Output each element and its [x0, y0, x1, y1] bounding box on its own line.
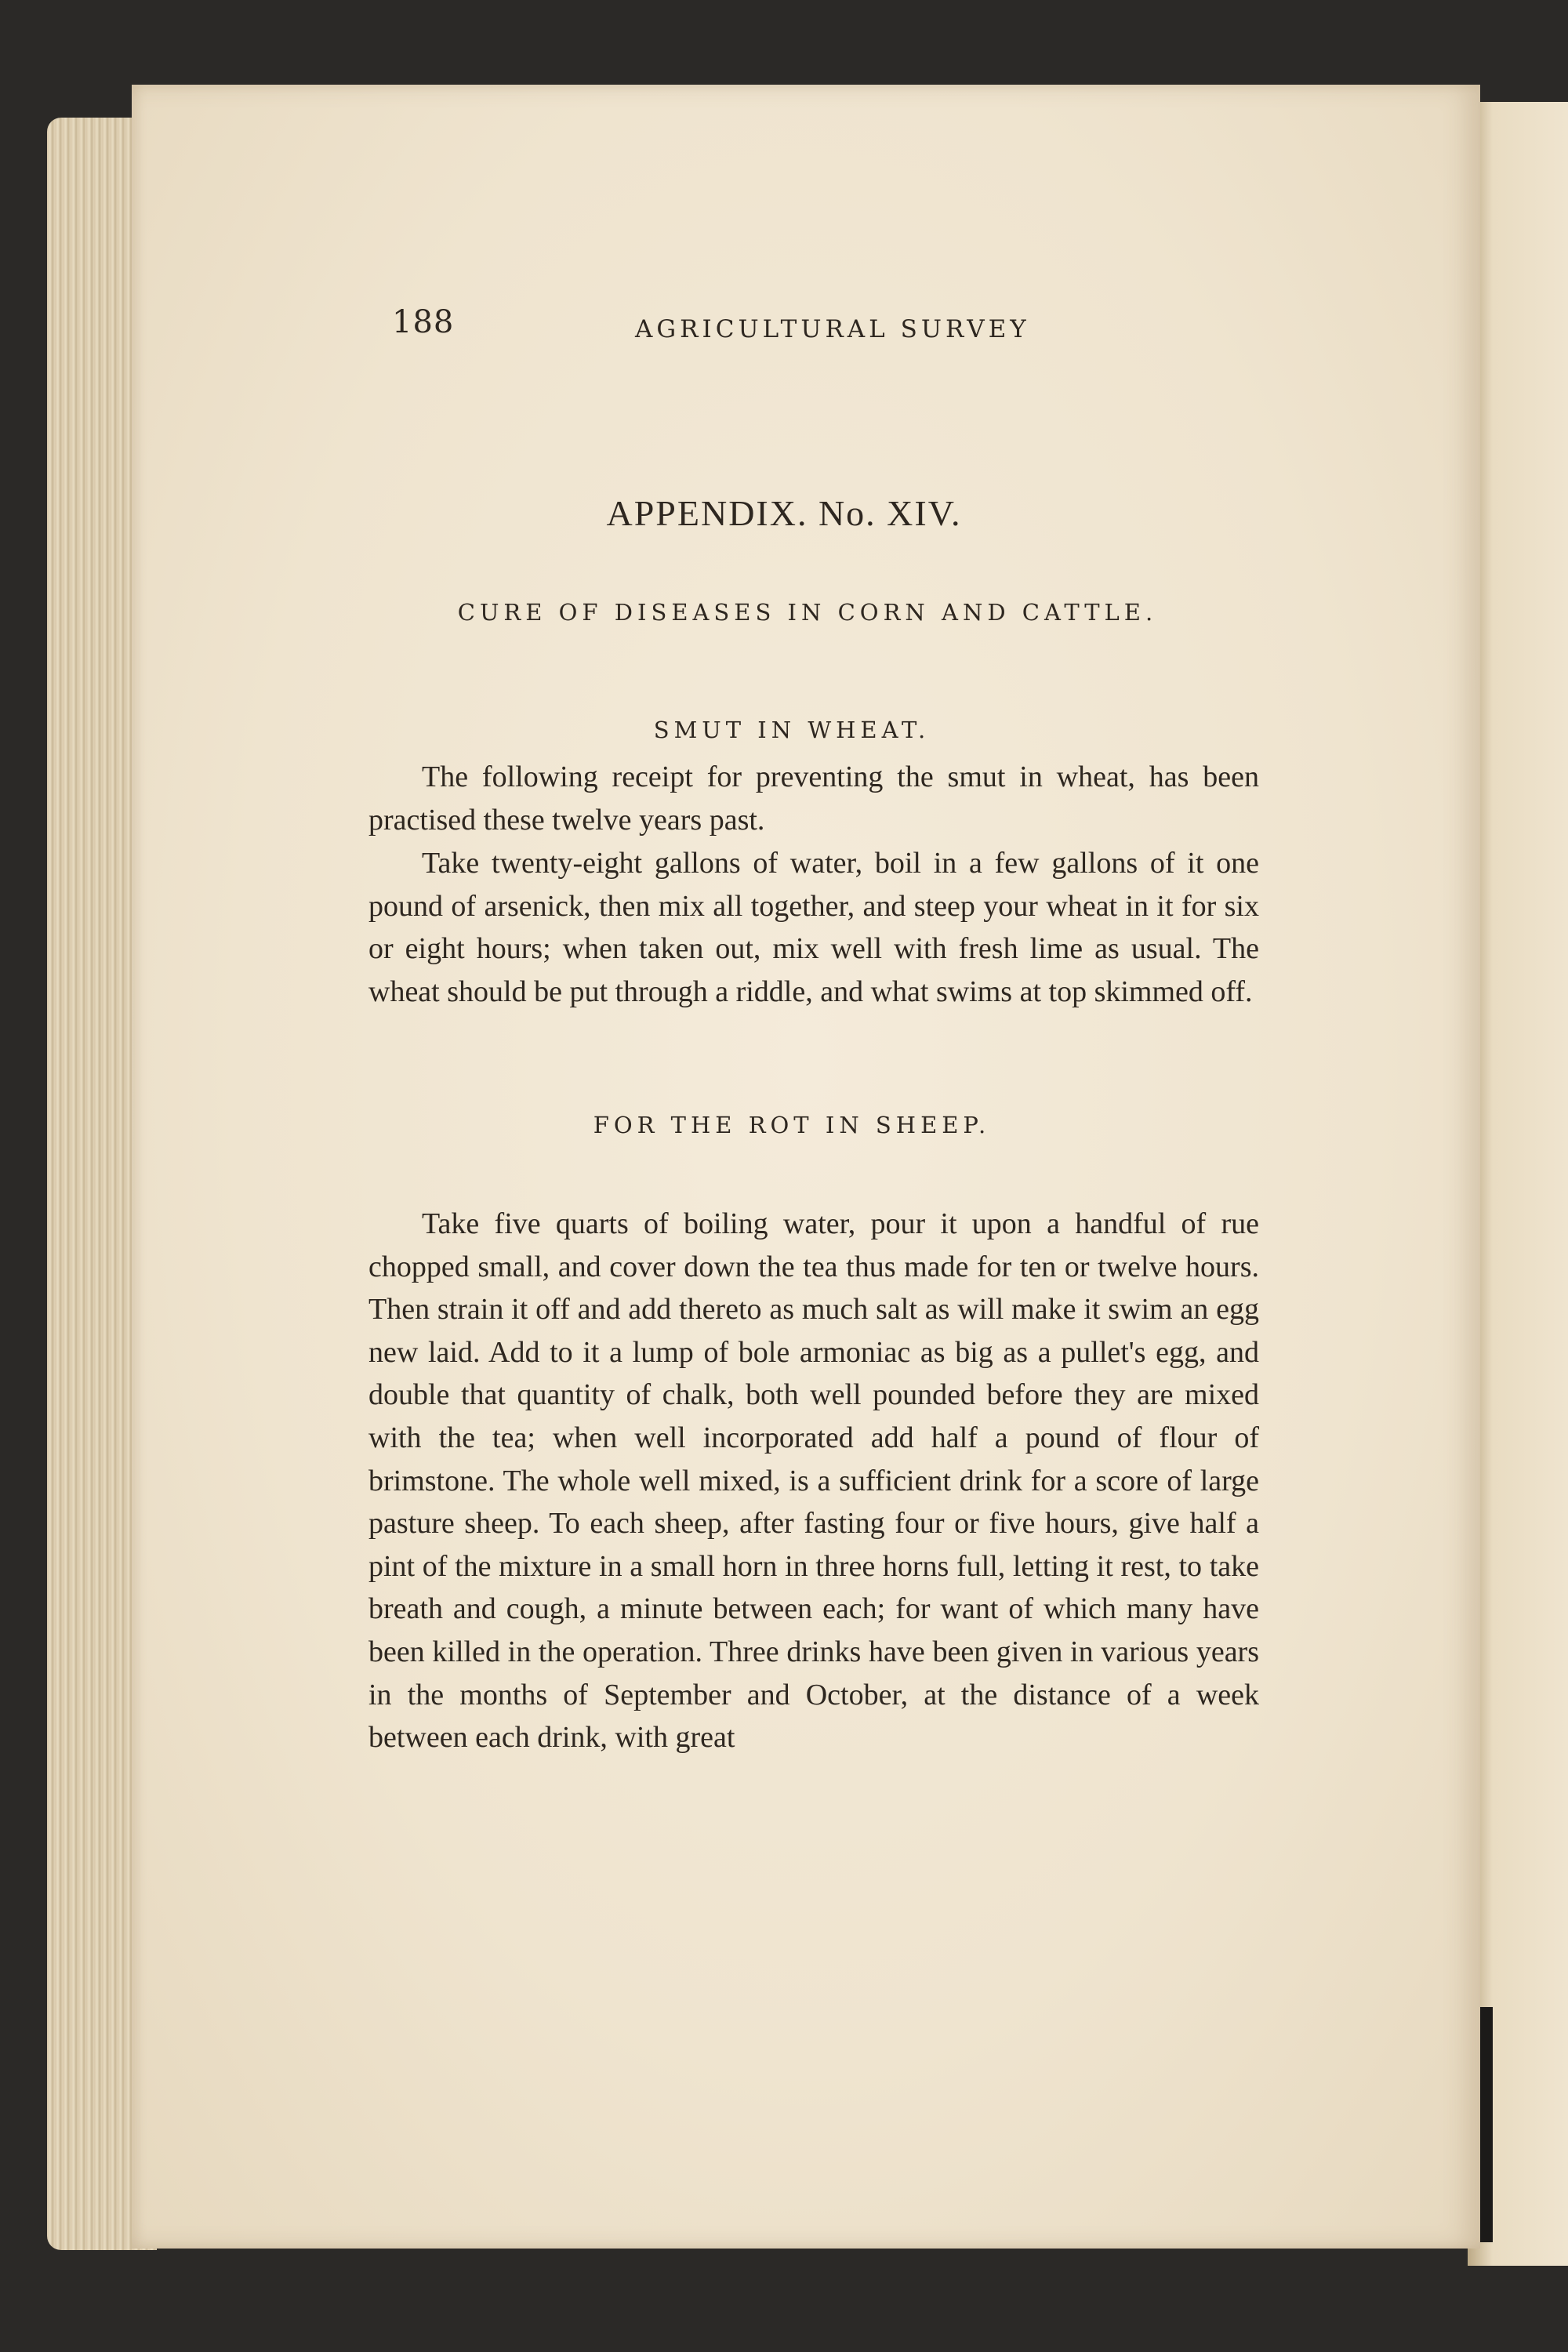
book-page	[132, 85, 1480, 2249]
smut-heading: SMUT IN WHEAT.	[653, 717, 931, 743]
appendix-title: APPENDIX. No. XIV.	[606, 493, 962, 533]
smut-paragraph-1: The following receipt for preventing the smut in wheat, has been practised these twelve years past.	[368, 760, 1259, 837]
rot-paragraph-1: Take five quarts of boiling water, pour it upon a handful of rue chopped small, and cover down the tea thus made for ten or twelve hours. Then strain it off and add thereto as much salt as will make it swim an egg new laid. Add to it a lump of bole armoniac as big as a pullet's egg, and double that quantity of chalk, both well pounded before they are mixed with the tea; when well incorporated add half a pound of flour of brimstone. The whole well mixed, is a sufficient drink for a score of large pasture sheep. To each sheep, after fasting four or five hours, give half a pint of the mixture in a small horn in three horns full, letting it rest, to take breath and cough, a minute between each; for want of which many have been killed in the operation. Three drinks have been given in various years in the months of September and October, at the distance of a week between each drink, with great	[368, 1207, 1259, 1755]
page-number: 188	[392, 304, 455, 340]
section-title: CURE OF DISEASES IN CORN AND CATTLE.	[457, 599, 1158, 626]
rot-heading: FOR THE ROT IN SHEEP.	[593, 1112, 991, 1138]
running-head: AGRICULTURAL SURVEY	[635, 315, 1030, 343]
facing-page-edge	[1468, 102, 1568, 2266]
smut-paragraph-2: Take twenty-eight gallons of water, boil in a few gallons of it one pound of arsenick, then mix all together, and steep your wheat in it for six or eight hours; when taken out, mix well with fresh lime as usual. The wheat should be put through a riddle, and what swims at top skimmed off.	[368, 847, 1259, 1008]
